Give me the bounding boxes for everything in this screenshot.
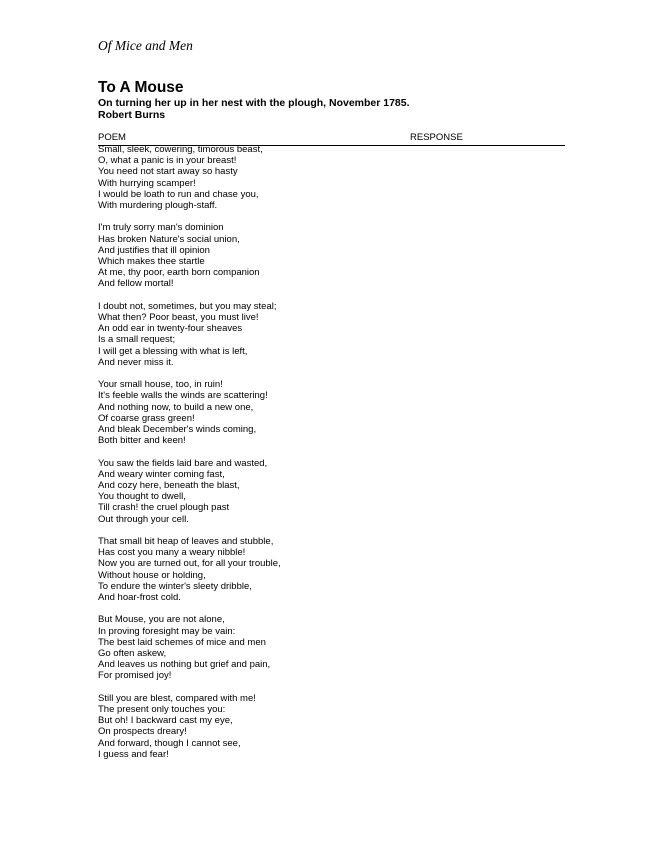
poem-line: Without house or holding, (98, 569, 206, 581)
column-header-response: RESPONSE (410, 132, 463, 143)
poem-line: I guess and fear! (98, 748, 169, 760)
poem-line: Till crash! the cruel plough past (98, 502, 230, 514)
poem-line: And leaves us nothing but grief and pain, (98, 659, 271, 671)
poem-author: Robert Burns (98, 109, 166, 121)
poem-line: It's feeble walls the winds are scattering! (98, 390, 268, 402)
poem-line: I'm truly sorry man's dominion (98, 222, 224, 234)
poem-title: To A Mouse (98, 79, 184, 96)
stanza (98, 614, 398, 681)
poem-line: I would be loath to run and chase you, (98, 188, 259, 200)
poem-line: Has broken Nature's social union, (98, 233, 240, 245)
poem-line: What then? Poor beast, you must live! (98, 312, 259, 324)
poem-line: And forward, though I cannot see, (98, 737, 241, 749)
stanza (98, 693, 398, 760)
stanza (98, 379, 398, 446)
poem-line: Which makes thee startle (98, 256, 205, 268)
poem-line: Has cost you many a weary nibble! (98, 547, 246, 559)
poem-line: An odd ear in twenty-four sheaves (98, 323, 243, 335)
stanza (98, 536, 398, 603)
poem-line: With hurrying scamper! (98, 177, 196, 189)
poem-line: Your small house, too, in ruin! (98, 379, 223, 391)
poem-line: O, what a panic is in your breast! (98, 155, 237, 167)
poem-line: And weary winter coming fast, (98, 468, 225, 480)
poem-line: That small bit heap of leaves and stubble, (98, 536, 274, 548)
column-header-poem: POEM (98, 132, 126, 143)
poem-line: I will get a blessing with what is left, (98, 345, 248, 357)
stanza (98, 144, 398, 211)
poem-line: But oh! I backward cast my eye, (98, 715, 233, 727)
poem-line: The present only touches you: (98, 704, 226, 716)
poem-subtitle: On turning her up in her nest with the plough, November 1785. (98, 97, 410, 109)
poem-line: Now you are turned out, for all your trouble, (98, 558, 281, 570)
poem-line: But Mouse, you are not alone, (98, 614, 225, 626)
poem-line: With murdering plough-staff. (98, 200, 218, 212)
poem-line: Is a small request; (98, 334, 176, 346)
stanza (98, 458, 398, 525)
stanza (98, 222, 398, 289)
poem-line: I doubt not, sometimes, but you may steal; (98, 300, 277, 312)
poem-line: You need not start away so hasty (98, 166, 238, 178)
poem-line: And justifies that ill opinion (98, 244, 210, 256)
poem-line: And cozy here, beneath the blast, (98, 480, 240, 492)
stanza (98, 301, 398, 368)
poem-line: At me, thy poor, earth born companion (98, 267, 260, 279)
poem-line: On prospects dreary! (98, 726, 187, 738)
poem-line: And bleak December's winds coming, (98, 424, 257, 436)
poem-line: For promised joy! (98, 670, 172, 682)
running-header: Of Mice and Men (98, 38, 193, 53)
poem-body (98, 144, 398, 771)
poem-line: Still you are blest, compared with me! (98, 692, 256, 704)
poem-line: And nothing now, to build a new one, (98, 401, 254, 413)
poem-line: Go often askew, (98, 648, 167, 660)
poem-line: Small, sleek, cowering, timorous beast, (98, 144, 263, 155)
poem-line: You thought to dwell, (98, 491, 186, 503)
poem-line: In proving foresight may be vain: (98, 625, 236, 637)
poem-line: And fellow mortal! (98, 278, 174, 290)
poem-line: Out through your cell. (98, 513, 189, 525)
poem-line: Of coarse grass green! (98, 412, 195, 424)
poem-line: Both bitter and keen! (98, 435, 186, 447)
poem-line: And never miss it. (98, 356, 174, 368)
poem-line: The best laid schemes of mice and men (98, 636, 266, 648)
poem-line: To endure the winter's sleety dribble, (98, 580, 252, 592)
poem-line: You saw the fields laid bare and wasted, (98, 457, 268, 469)
poem-line: And hoar-frost cold. (98, 592, 181, 604)
